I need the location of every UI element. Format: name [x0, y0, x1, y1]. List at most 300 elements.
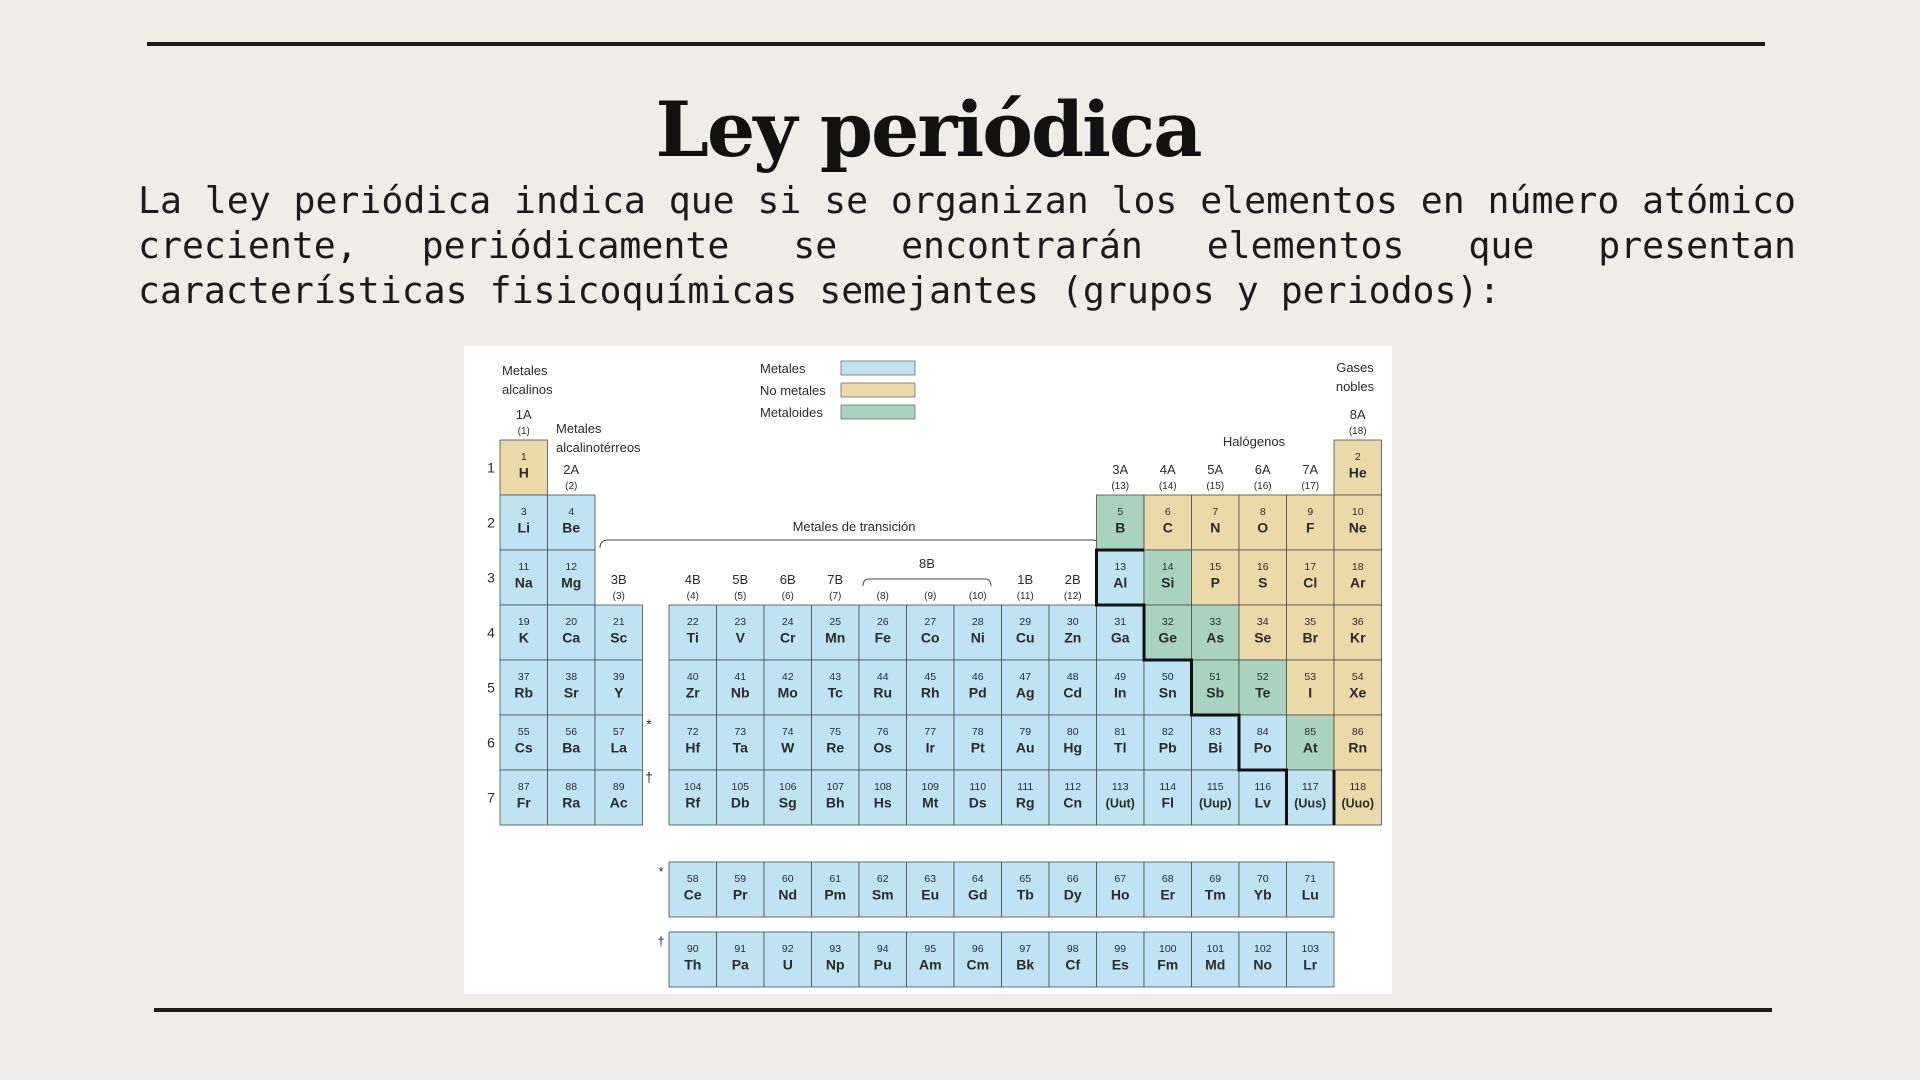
group-8b-bracket — [863, 579, 991, 586]
element-symbol: Rf — [685, 794, 701, 811]
label-halogens: Halógenos — [1222, 434, 1286, 449]
element-symbol: Ba — [562, 739, 581, 756]
element-symbol: Ca — [562, 629, 581, 646]
legend-swatch-nonmetal — [841, 383, 915, 397]
atomic-number: 72 — [686, 725, 699, 738]
atomic-number: 41 — [734, 670, 747, 683]
atomic-number: 33 — [1209, 615, 1222, 628]
group-number: (13) — [1111, 481, 1130, 492]
element-symbol: Ni — [970, 629, 985, 646]
element-symbol: (Uuo) — [1341, 796, 1375, 811]
element-symbol: Zr — [685, 684, 700, 701]
element-symbol: Dy — [1063, 886, 1082, 903]
element-symbol: Pu — [873, 956, 892, 973]
atomic-number: 46 — [971, 670, 984, 683]
lanthanide-row-marker: * — [658, 864, 664, 879]
element-symbol: Si — [1161, 574, 1175, 591]
atomic-number: 77 — [924, 725, 937, 738]
element-symbol: Bi — [1208, 739, 1223, 756]
element-symbol: O — [1257, 519, 1269, 536]
atomic-number: 83 — [1209, 725, 1222, 738]
element-symbol: Cu — [1015, 629, 1035, 646]
atomic-number: 90 — [686, 942, 699, 955]
group-number: (10) — [968, 591, 987, 602]
atomic-number: 1 — [520, 450, 527, 463]
atomic-number: 50 — [1161, 670, 1174, 683]
atomic-number: 73 — [734, 725, 747, 738]
element-symbol: Nb — [730, 684, 750, 701]
element-symbol: Lv — [1254, 794, 1271, 811]
atomic-number: 86 — [1351, 725, 1364, 738]
atomic-number: 94 — [876, 942, 889, 955]
element-symbol: Gd — [968, 886, 988, 903]
atomic-number: 13 — [1114, 560, 1127, 573]
element-symbol: Ge — [1158, 629, 1178, 646]
element-symbol: Re — [826, 739, 845, 756]
label-noble-gases: nobles — [1335, 379, 1375, 394]
element-symbol: Cn — [1063, 794, 1083, 811]
atomic-number: 59 — [734, 872, 747, 885]
element-symbol: Nd — [778, 886, 798, 903]
element-symbol: Lu — [1301, 886, 1319, 903]
atomic-number: 78 — [971, 725, 984, 738]
element-symbol: Er — [1160, 886, 1176, 903]
atomic-number: 35 — [1304, 615, 1317, 628]
group-label: 6A — [1254, 462, 1271, 477]
element-symbol: Tb — [1016, 886, 1034, 903]
element-symbol: Lr — [1303, 956, 1318, 973]
atomic-number: 76 — [876, 725, 889, 738]
element-symbol: I — [1308, 684, 1313, 701]
element-symbol: Hf — [685, 739, 701, 756]
atomic-number: 8 — [1259, 505, 1266, 518]
atomic-number: 39 — [612, 670, 625, 683]
element-symbol: Ar — [1349, 574, 1366, 591]
element-symbol: Br — [1302, 629, 1319, 646]
element-symbol: Rb — [514, 684, 534, 701]
legend-label-metal: Metales — [760, 361, 806, 376]
element-symbol: Cd — [1063, 684, 1083, 701]
element-symbol: As — [1206, 629, 1225, 646]
atomic-number: 63 — [924, 872, 937, 885]
bottom-divider — [154, 1008, 1772, 1012]
atomic-number: 15 — [1209, 560, 1222, 573]
element-symbol: No — [1253, 956, 1273, 973]
group-number: (14) — [1158, 481, 1177, 492]
slide-body-text: La ley periódica indica que si se organizan los elementos en número atómico creciente, periódicamente se encontrarán elementos que presentan características fisicoquímicas semejantes (grupos y periodos): — [138, 179, 1796, 312]
element-symbol: Ag — [1015, 684, 1035, 701]
element-symbol: H — [518, 464, 529, 481]
atomic-number: 16 — [1256, 560, 1269, 573]
label-alkaline-earth-metals: Metales — [556, 421, 602, 436]
element-symbol: Sm — [871, 886, 894, 903]
element-symbol: Zn — [1064, 629, 1082, 646]
actinide-row-marker: † — [657, 934, 665, 949]
atomic-number: 32 — [1161, 615, 1174, 628]
group-number: (4) — [686, 591, 699, 602]
element-symbol: Au — [1015, 739, 1035, 756]
group-label: 2B — [1064, 572, 1081, 587]
element-symbol: Np — [825, 956, 845, 973]
atomic-number: 52 — [1256, 670, 1269, 683]
group-number: (15) — [1206, 481, 1225, 492]
legend-swatch-metalloid — [841, 405, 915, 419]
atomic-number: 62 — [876, 872, 889, 885]
group-label: 4B — [684, 572, 701, 587]
element-symbol: Pa — [731, 956, 749, 973]
atomic-number: 99 — [1114, 942, 1127, 955]
element-symbol: Mt — [922, 794, 939, 811]
atomic-number: 100 — [1158, 942, 1177, 955]
atomic-number: 51 — [1209, 670, 1222, 683]
atomic-number: 58 — [686, 872, 699, 885]
element-symbol: Y — [614, 684, 624, 701]
element-symbol: Sr — [563, 684, 579, 701]
group-label: 3B — [610, 572, 627, 587]
element-symbol: N — [1210, 519, 1221, 536]
element-symbol: Pt — [970, 739, 985, 756]
element-symbol: Ir — [925, 739, 935, 756]
element-symbol: (Uus) — [1294, 796, 1327, 811]
atomic-number: 106 — [778, 780, 797, 793]
atomic-number: 60 — [781, 872, 794, 885]
actinide-marker: † — [645, 769, 653, 785]
atomic-number: 48 — [1066, 670, 1079, 683]
atomic-number: 27 — [924, 615, 937, 628]
atomic-number: 34 — [1256, 615, 1269, 628]
atomic-number: 74 — [781, 725, 794, 738]
element-symbol: Mo — [777, 684, 798, 701]
element-symbol: Co — [920, 629, 940, 646]
element-symbol: Cf — [1065, 956, 1081, 973]
atomic-number: 113 — [1111, 780, 1129, 793]
group-number: (6) — [781, 591, 794, 602]
element-symbol: V — [735, 629, 745, 646]
atomic-number: 68 — [1161, 872, 1174, 885]
element-symbol: Cl — [1303, 574, 1318, 591]
atomic-number: 84 — [1256, 725, 1269, 738]
element-symbol: Ce — [683, 886, 702, 903]
element-symbol: In — [1114, 684, 1127, 701]
element-symbol: Ta — [732, 739, 748, 756]
atomic-number: 112 — [1064, 780, 1082, 793]
group-label: 5B — [732, 572, 749, 587]
group-number: (1) — [517, 426, 530, 437]
slide-title: Ley periódica — [655, 85, 1201, 174]
label-group-8b: 8B — [919, 556, 935, 571]
group-label: 3A — [1112, 462, 1129, 477]
element-symbol: Li — [517, 519, 530, 536]
element-symbol: Hs — [873, 794, 892, 811]
element-symbol: Tl — [1114, 739, 1127, 756]
element-symbol: Sb — [1206, 684, 1225, 701]
group-number: (2) — [565, 481, 578, 492]
atomic-number: 37 — [517, 670, 530, 683]
element-symbol: Rn — [1348, 739, 1368, 756]
atomic-number: 96 — [971, 942, 984, 955]
group-label: 2A — [563, 462, 580, 477]
transition-metals-bracket — [600, 540, 1100, 548]
atomic-number: 38 — [565, 670, 578, 683]
element-symbol: (Uup) — [1198, 796, 1232, 811]
element-symbol: Fe — [874, 629, 891, 646]
element-symbol: Al — [1113, 574, 1128, 591]
atomic-number: 101 — [1206, 942, 1225, 955]
atomic-number: 36 — [1351, 615, 1364, 628]
element-symbol: Am — [918, 956, 942, 973]
element-symbol: Rh — [920, 684, 940, 701]
element-symbol: Tm — [1204, 886, 1226, 903]
atomic-number: 104 — [683, 780, 702, 793]
lanthanide-marker: * — [646, 716, 652, 732]
legend-label-metalloid: Metaloides — [760, 405, 823, 420]
element-symbol: Mn — [825, 629, 846, 646]
atomic-number: 108 — [873, 780, 892, 793]
label-transition-metals: Metales de transición — [792, 519, 916, 534]
atomic-number: 107 — [826, 780, 845, 793]
atomic-number: 19 — [517, 615, 530, 628]
element-symbol: Md — [1205, 956, 1226, 973]
group-label: 7A — [1302, 462, 1319, 477]
atomic-number: 12 — [565, 560, 578, 573]
element-symbol: K — [518, 629, 529, 646]
atomic-number: 118 — [1349, 780, 1367, 793]
element-symbol: (Uut) — [1105, 796, 1135, 811]
atomic-number: 11 — [518, 560, 530, 573]
atomic-number: 61 — [829, 872, 842, 885]
atomic-number: 28 — [971, 615, 984, 628]
atomic-number: 44 — [876, 670, 889, 683]
atomic-number: 23 — [734, 615, 747, 628]
atomic-number: 22 — [686, 615, 699, 628]
element-symbol: Pm — [824, 886, 847, 903]
periodic-table — [464, 346, 1392, 994]
group-number: (12) — [1063, 591, 1082, 602]
atomic-number: 57 — [612, 725, 625, 738]
atomic-number: 10 — [1351, 505, 1364, 518]
group-number: (7) — [829, 591, 842, 602]
period-number: 1 — [487, 459, 495, 476]
label-alkali-metals: alcalinos — [502, 382, 553, 397]
atomic-number: 65 — [1019, 872, 1032, 885]
element-symbol: La — [610, 739, 627, 756]
atomic-number: 17 — [1304, 560, 1317, 573]
atomic-number: 93 — [829, 942, 842, 955]
element-symbol: At — [1302, 739, 1318, 756]
atomic-number: 92 — [781, 942, 794, 955]
element-symbol: Os — [873, 739, 893, 756]
element-symbol: Se — [1254, 629, 1272, 646]
atomic-number: 30 — [1066, 615, 1079, 628]
group-number: (18) — [1348, 426, 1367, 437]
element-symbol: Cm — [966, 956, 990, 973]
element-symbol: S — [1258, 574, 1268, 591]
element-symbol: Mg — [561, 574, 582, 591]
atomic-number: 95 — [924, 942, 937, 955]
atomic-number: 91 — [734, 942, 747, 955]
atomic-number: 43 — [829, 670, 842, 683]
group-number: (11) — [1016, 591, 1034, 602]
atomic-number: 26 — [876, 615, 889, 628]
group-label: 1A — [515, 407, 532, 422]
element-symbol: Na — [514, 574, 533, 591]
atomic-number: 64 — [971, 872, 984, 885]
element-symbol: Po — [1253, 739, 1272, 756]
top-divider — [147, 42, 1765, 46]
element-symbol: Bh — [825, 794, 845, 811]
group-label: 7B — [827, 572, 844, 587]
atomic-number: 54 — [1351, 670, 1364, 683]
atomic-number: 114 — [1159, 780, 1177, 793]
element-symbol: Ga — [1110, 629, 1130, 646]
atomic-number: 116 — [1254, 780, 1272, 793]
element-symbol: Sg — [778, 794, 797, 811]
atomic-number: 14 — [1161, 560, 1174, 573]
atomic-number: 71 — [1304, 872, 1317, 885]
group-label: 6B — [779, 572, 796, 587]
period-number: 4 — [487, 624, 495, 641]
atomic-number: 18 — [1351, 560, 1364, 573]
element-symbol: Ac — [609, 794, 628, 811]
group-label: 4A — [1159, 462, 1176, 477]
atomic-number: 70 — [1256, 872, 1269, 885]
atomic-number: 42 — [781, 670, 794, 683]
label-alkaline-earth-metals: alcalinotérreos — [556, 440, 641, 455]
atomic-number: 49 — [1114, 670, 1127, 683]
atomic-number: 98 — [1066, 942, 1079, 955]
atomic-number: 29 — [1019, 615, 1032, 628]
atomic-number: 80 — [1066, 725, 1079, 738]
period-number: 2 — [487, 514, 495, 531]
element-symbol: Pd — [968, 684, 987, 701]
element-symbol: F — [1305, 519, 1315, 536]
group-number: (8) — [876, 591, 889, 602]
element-symbol: Cs — [514, 739, 533, 756]
atomic-number: 7 — [1212, 505, 1219, 518]
atomic-number: 109 — [921, 780, 940, 793]
element-symbol: Pr — [732, 886, 748, 903]
atomic-number: 40 — [686, 670, 699, 683]
element-symbol: Rg — [1015, 794, 1035, 811]
element-symbol: Es — [1111, 956, 1129, 973]
element-symbol: B — [1115, 519, 1126, 536]
element-symbol: Kr — [1349, 629, 1366, 646]
element-symbol: Tc — [827, 684, 843, 701]
element-symbol: Cr — [779, 629, 796, 646]
element-symbol: U — [782, 956, 793, 973]
element-symbol: Fm — [1157, 956, 1179, 973]
atomic-number: 56 — [565, 725, 578, 738]
atomic-number: 25 — [829, 615, 842, 628]
atomic-number: 4 — [568, 505, 575, 518]
legend-swatch-metal — [841, 361, 915, 375]
element-symbol: Db — [730, 794, 750, 811]
group-label: 5A — [1207, 462, 1224, 477]
atomic-number: 3 — [520, 505, 527, 518]
atomic-number: 9 — [1307, 505, 1314, 518]
element-symbol: Fr — [516, 794, 531, 811]
group-number: (17) — [1301, 481, 1320, 492]
periodic-table-figure — [464, 346, 1392, 994]
atomic-number: 102 — [1253, 942, 1272, 955]
atomic-number: 103 — [1301, 942, 1320, 955]
period-number: 3 — [487, 569, 495, 586]
element-symbol: Eu — [921, 886, 940, 903]
element-symbol: Sn — [1158, 684, 1177, 701]
group-label: 8A — [1349, 407, 1366, 422]
atomic-number: 79 — [1019, 725, 1032, 738]
group-number: (3) — [612, 591, 625, 602]
atomic-number: 89 — [612, 780, 625, 793]
atomic-number: 82 — [1161, 725, 1174, 738]
atomic-number: 105 — [731, 780, 750, 793]
group-number: (16) — [1253, 481, 1272, 492]
element-symbol: P — [1210, 574, 1220, 591]
atomic-number: 24 — [781, 615, 794, 628]
atomic-number: 110 — [969, 780, 987, 793]
group-number: (5) — [734, 591, 747, 602]
element-symbol: Ru — [873, 684, 893, 701]
label-alkali-metals: Metales — [502, 363, 548, 378]
element-symbol: Be — [562, 519, 581, 536]
element-symbol: Ho — [1110, 886, 1130, 903]
element-symbol: He — [1348, 464, 1367, 481]
element-symbol: C — [1162, 519, 1173, 536]
atomic-number: 21 — [612, 615, 625, 628]
legend-label-nonmetal: No metales — [760, 383, 826, 398]
atomic-number: 97 — [1019, 942, 1032, 955]
atomic-number: 67 — [1114, 872, 1127, 885]
atomic-number: 81 — [1114, 725, 1127, 738]
element-symbol: Th — [684, 956, 702, 973]
element-symbol: Ra — [562, 794, 581, 811]
atomic-number: 55 — [517, 725, 530, 738]
atomic-number: 6 — [1164, 505, 1171, 518]
atomic-number: 69 — [1209, 872, 1222, 885]
period-number: 6 — [487, 734, 495, 751]
atomic-number: 5 — [1117, 505, 1124, 518]
element-symbol: Hg — [1063, 739, 1083, 756]
atomic-number: 2 — [1354, 450, 1361, 463]
label-noble-gases: Gases — [1336, 360, 1374, 375]
element-symbol: Bk — [1016, 956, 1035, 973]
atomic-number: 111 — [1017, 780, 1034, 793]
atomic-number: 47 — [1019, 670, 1032, 683]
element-symbol: W — [781, 739, 795, 756]
element-symbol: Ne — [1348, 519, 1367, 536]
atomic-number: 115 — [1206, 780, 1224, 793]
atomic-number: 85 — [1304, 725, 1317, 738]
atomic-number: 45 — [924, 670, 937, 683]
atomic-number: 117 — [1301, 780, 1319, 793]
group-label: 1B — [1017, 572, 1034, 587]
atomic-number: 88 — [565, 780, 578, 793]
atomic-number: 66 — [1066, 872, 1079, 885]
atomic-number: 53 — [1304, 670, 1317, 683]
element-symbol: Fl — [1161, 794, 1174, 811]
element-symbol: Yb — [1253, 886, 1272, 903]
atomic-number: 20 — [565, 615, 578, 628]
element-symbol: Pb — [1158, 739, 1177, 756]
element-symbol: Ti — [686, 629, 699, 646]
group-number: (9) — [924, 591, 937, 602]
element-symbol: Te — [1255, 684, 1271, 701]
atomic-number: 31 — [1114, 615, 1127, 628]
atomic-number: 87 — [517, 780, 530, 793]
element-symbol: Sc — [610, 629, 628, 646]
atomic-number: 75 — [829, 725, 842, 738]
element-symbol: Xe — [1349, 684, 1367, 701]
